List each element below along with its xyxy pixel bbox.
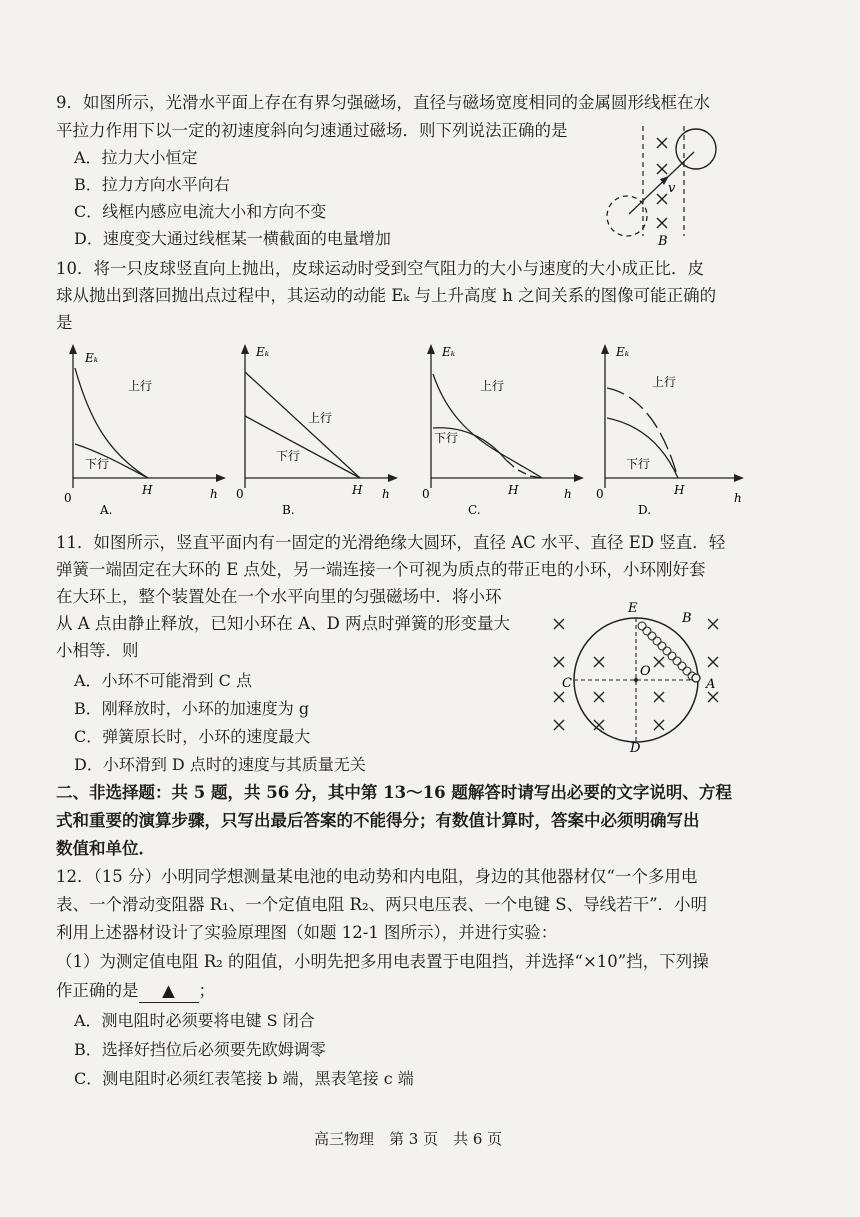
q10-b-origin: 0 — [236, 487, 244, 501]
q9-option-d: D．速度变大通过线框某一横截面的电量增加 — [74, 229, 391, 248]
q10-b-axis-y: Eₖ — [256, 345, 270, 359]
q11-option-c: C．弹簧原长时，小环的速度最大 — [74, 727, 311, 746]
page-footer: 高三物理 第 3 页 共 6 页 — [314, 1130, 503, 1148]
q11-label-a: A — [706, 677, 716, 692]
q10-d-axis-x: h — [734, 491, 742, 505]
q9-option-a: A．拉力大小恒定 — [74, 148, 198, 167]
q10-c-down-label: 下行 — [434, 431, 459, 445]
q10-graph-a — [60, 342, 230, 518]
q10-c-letter: C. — [468, 503, 481, 517]
q9-figure — [596, 124, 726, 248]
answer-blank: ▲ — [139, 980, 199, 1003]
q12-line-1: 12．（15 分）小明同学想测量某电池的电动势和内电阻，身边的其他器材仅“一个多用电 — [56, 867, 698, 886]
q11-label-c: C — [562, 676, 572, 691]
q10-d-up-label: 上行 — [652, 375, 677, 389]
q9-option-b: B．拉力方向水平向右 — [74, 175, 230, 194]
q11-option-d: D．小环滑到 D 点时的速度与其质量无关 — [74, 755, 366, 774]
q10-a-axis-y: Eₖ — [85, 351, 99, 365]
q10-a-up-label: 上行 — [128, 379, 153, 393]
q10-d-down-label: 下行 — [626, 457, 651, 471]
q10-graph-c — [418, 342, 588, 518]
q10-c-up-label: 上行 — [480, 379, 505, 393]
q11-label-d: D — [630, 741, 641, 754]
q9-label-b: B — [658, 234, 668, 248]
q9-line-1: 9．如图所示，光滑水平面上存在有界匀强磁场，直径与磁场宽度相同的金属圆形线框在水 — [56, 93, 710, 112]
q11-line-3: 在大环上，整个装置处在一个水平向里的匀强磁场中．将小环 — [56, 587, 502, 606]
q10-d-letter: D. — [638, 503, 652, 517]
q10-b-h-mark: H — [352, 483, 363, 497]
q10-d-axis-y: Eₖ — [616, 345, 630, 359]
q11-line-4: 从 A 点由静止释放，已知小环在 A、D 两点时弹簧的形变量大 — [56, 614, 511, 633]
q10-b-axis-x: h — [382, 487, 390, 501]
q10-b-letter: B. — [282, 503, 295, 517]
q10-a-letter: A. — [100, 503, 113, 517]
q10-a-origin: 0 — [64, 491, 72, 505]
q10-c-axis-y: Eₖ — [442, 345, 456, 359]
q12-sub1-line-2 — [56, 980, 215, 1003]
q11-label-e: E — [628, 601, 638, 616]
q10-c-h-mark: H — [508, 483, 519, 497]
section2-line-3: 数值和单位． — [56, 839, 155, 858]
q12-sub1-line-1: （1）为测定值电阻 R₂ 的阻值，小明先把多用电表置于电阻挡，并选择“×10”挡，下列操 — [56, 952, 709, 971]
q10-line-2: 球从抛出到落回抛出点过程中，其运动的动能 Eₖ 与上升高度 h 之间关系的图像可能正确的 — [56, 286, 717, 305]
q10-a-axis-x: h — [210, 487, 218, 501]
q10-c-origin: 0 — [422, 487, 430, 501]
section2-line-1: 二、非选择题：共 5 题，共 56 分，其中第 13～16 题解答时请写出必要的文字说明、方程 — [56, 783, 732, 802]
q11-label-o: O — [640, 664, 651, 679]
q10-d-h-mark: H — [674, 483, 685, 497]
q12-option-b: B．选择好挡位后必须要先欧姆调零 — [74, 1040, 326, 1059]
q10-b-down-label: 下行 — [276, 449, 301, 463]
q10-line-1: 10．将一只皮球竖直向上抛出，皮球运动时受到空气阻力的大小与速度的大小成正比．皮 — [56, 259, 704, 278]
q12-option-c: C．测电阻时必须红表笔接 b 端，黑表笔接 c 端 — [74, 1069, 414, 1088]
q10-d-origin: 0 — [596, 487, 604, 501]
q12-sub1-prompt: 作正确的是 — [56, 981, 139, 1000]
q11-label-b: B — [682, 611, 692, 626]
q11-option-b: B．刚释放时，小环的加速度为 g — [74, 699, 310, 718]
q11-option-a: A．小环不可能滑到 C 点 — [74, 671, 252, 690]
q10-graph-b — [232, 342, 402, 518]
q10-a-down-label: 下行 — [85, 457, 110, 471]
q12-sub1-end: ； — [198, 981, 215, 1000]
q12-line-2: 表、一个滑动变阻器 R₁、一个定值电阻 R₂、两只电压表、一个电键 S、导线若干”．小明 — [56, 895, 708, 914]
q12-option-a: A．测电阻时必须要将电键 S 闭合 — [74, 1011, 315, 1030]
q11-line-2: 弹簧一端固定在大环的 E 点处，另一端连接一个可视为质点的带正电的小环，小环刚好套 — [56, 560, 706, 579]
q11-line-1: 11．如图所示，竖直平面内有一固定的光滑绝缘大圆环，直径 AC 水平、直径 ED 竖直．轻 — [56, 533, 726, 552]
q10-graph-d — [592, 342, 752, 518]
q11-figure — [546, 598, 732, 754]
q12-line-3: 利用上述器材设计了实验原理图（如题 12-1 图所示），并进行实验： — [56, 923, 558, 942]
q9-option-c: C．线框内感应电流大小和方向不变 — [74, 202, 327, 221]
q10-b-up-label: 上行 — [308, 411, 333, 425]
q10-c-axis-x: h — [564, 487, 572, 501]
q10-a-h-mark: H — [142, 483, 153, 497]
q9-label-v: v — [668, 181, 676, 196]
q11-line-5: 小相等．则 — [56, 641, 139, 660]
section2-line-2: 式和重要的演算步骤，只写出最后答案的不能得分；有数值计算时，答案中必须明确写出 — [56, 811, 700, 830]
q9-line-2: 平拉力作用下以一定的初速度斜向匀速通过磁场．则下列说法正确的是 — [56, 121, 568, 140]
q10-line-3: 是 — [56, 313, 73, 332]
